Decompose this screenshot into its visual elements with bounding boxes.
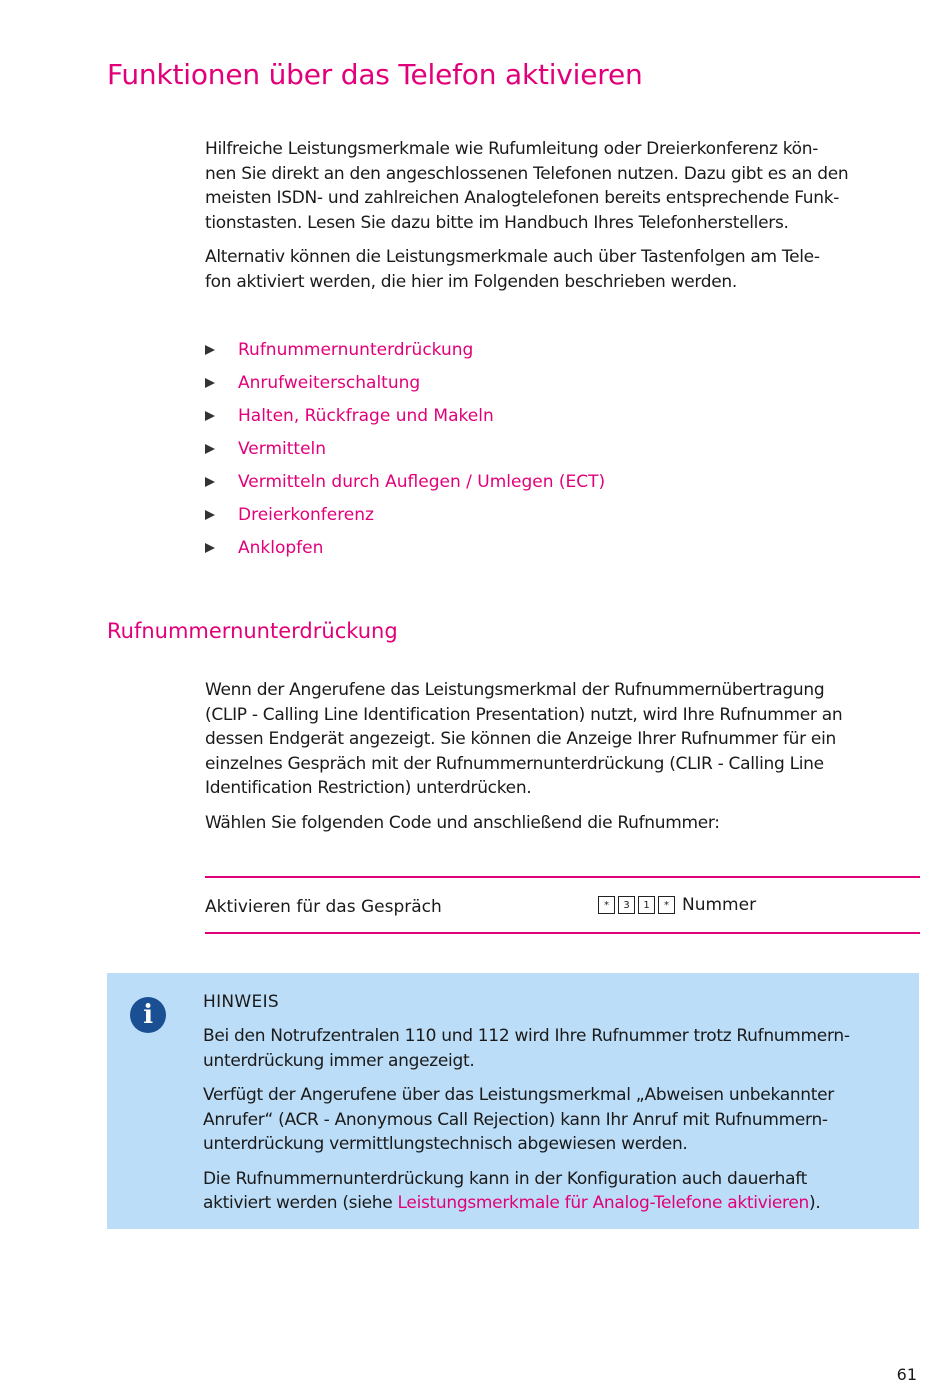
note-paragraph-1 xyxy=(203,1024,915,1073)
bullet-triangle-icon xyxy=(205,510,215,520)
code-label: Aktivieren für das Gespräch xyxy=(205,897,442,917)
code-table xyxy=(205,876,920,934)
link-anrufweiterschaltung[interactable]: Anrufweiterschaltung xyxy=(238,373,421,393)
text-line: Identification Restriction) unterdrücken. xyxy=(205,778,532,798)
text-line: Alternativ können die Leistungsmerkmale auch über Tastenfolgen am Tele- xyxy=(205,247,820,267)
link-rufnummernunterdrueckung[interactable]: Rufnummernunterdrückung xyxy=(238,340,474,360)
bullet-triangle-icon xyxy=(205,345,215,355)
text-line: (CLIP - Calling Line Identification Presentation) nutzt, wird Ihre Rufnummer an xyxy=(205,704,843,725)
section-paragraph-1 xyxy=(205,678,923,801)
intro-text xyxy=(205,137,923,304)
star-key-icon: * xyxy=(658,896,675,914)
note-paragraph-2 xyxy=(203,1083,915,1157)
text-segment: ). xyxy=(809,1193,821,1213)
info-icon: i xyxy=(130,997,166,1033)
text-line: unterdrückung immer angezeigt. xyxy=(203,1050,475,1071)
text-line: meisten ISDN- und zahlreichen Analogtelefonen bereits entsprechende Funk- xyxy=(205,188,840,208)
link-anklopfen[interactable]: Anklopfen xyxy=(238,538,324,558)
note-box xyxy=(107,973,919,1229)
list-item xyxy=(205,470,605,503)
intro-paragraph-2 xyxy=(205,245,923,294)
text-line: Verfügt der Angerufene über das Leistungsmerkmal „Abweisen unbekannter xyxy=(203,1085,834,1105)
text-line: Wenn der Angerufene das Leistungsmerkmal der Rufnummernübertragung xyxy=(205,680,825,700)
text-line: Hilfreiche Leistungsmerkmale wie Rufumleitung oder Dreierkonferenz kön- xyxy=(205,139,819,159)
intro-paragraph-1 xyxy=(205,137,923,235)
section-paragraph-2: Wählen Sie folgenden Code und anschließend die Rufnummer: xyxy=(205,812,720,833)
digit-key-icon: 3 xyxy=(618,896,635,914)
link-dreierkonferenz[interactable]: Dreierkonferenz xyxy=(238,505,374,525)
section-title: Rufnummernunterdrückung xyxy=(107,619,398,643)
star-key-icon: * xyxy=(598,896,615,914)
text-line: Die Rufnummernunterdrückung kann in der Konfiguration auch dauerhaft xyxy=(203,1168,807,1189)
text-line: nen Sie direkt an den angeschlossenen Telefonen nutzen. Dazu gibt es an den xyxy=(205,163,849,184)
feature-link-list xyxy=(205,338,605,569)
page-title: Funktionen über das Telefon aktivieren xyxy=(107,58,643,91)
bullet-triangle-icon xyxy=(205,543,215,553)
section-text xyxy=(205,678,923,845)
bullet-triangle-icon xyxy=(205,378,215,388)
link-halten-rueckfrage-makeln[interactable]: Halten, Rückfrage und Makeln xyxy=(238,406,494,426)
note-heading: HINWEIS xyxy=(203,992,279,1012)
list-item xyxy=(205,503,605,536)
code-suffix: Nummer xyxy=(682,895,757,915)
text-line: dessen Endgerät angezeigt. Sie können die Anzeige Ihrer Rufnummer für ein xyxy=(205,729,836,749)
text-line: Bei den Notrufzentralen 110 und 112 wird Ihre Rufnummer trotz Rufnummern- xyxy=(203,1026,850,1046)
bullet-triangle-icon xyxy=(205,477,215,487)
key-sequence xyxy=(598,895,756,915)
text-line: fon aktiviert werden, die hier im Folgenden beschrieben werden. xyxy=(205,271,737,292)
text-line: Anrufer“ (ACR - Anonymous Call Rejection) kann Ihr Anruf mit Rufnummern- xyxy=(203,1109,828,1130)
text-line: tionstasten. Lesen Sie dazu bitte im Handbuch Ihres Telefonherstellers. xyxy=(205,212,789,233)
note-text xyxy=(203,1024,915,1226)
link-vermitteln[interactable]: Vermitteln xyxy=(238,439,327,459)
list-item xyxy=(205,371,605,404)
list-item xyxy=(205,404,605,437)
link-analog-telefone-aktivieren[interactable]: Leistungsmerkmale für Analog-Telefone aktivieren xyxy=(397,1193,810,1213)
link-vermitteln-ect[interactable]: Vermitteln durch Auflegen / Umlegen (ECT) xyxy=(238,472,606,492)
list-item xyxy=(205,437,605,470)
list-item xyxy=(205,536,605,569)
digit-key-icon: 1 xyxy=(638,896,655,914)
bullet-triangle-icon xyxy=(205,411,215,421)
text-line: einzelnes Gespräch mit der Rufnummernunterdrückung (CLIR - Calling Line xyxy=(205,753,824,774)
text-segment: aktiviert werden (siehe xyxy=(203,1193,398,1213)
page-number: 61 xyxy=(896,1365,917,1384)
list-item xyxy=(205,338,605,371)
note-paragraph-3 xyxy=(203,1167,915,1216)
text-line: unterdrückung vermittlungstechnisch abgewiesen werden. xyxy=(203,1134,688,1154)
bullet-triangle-icon xyxy=(205,444,215,454)
